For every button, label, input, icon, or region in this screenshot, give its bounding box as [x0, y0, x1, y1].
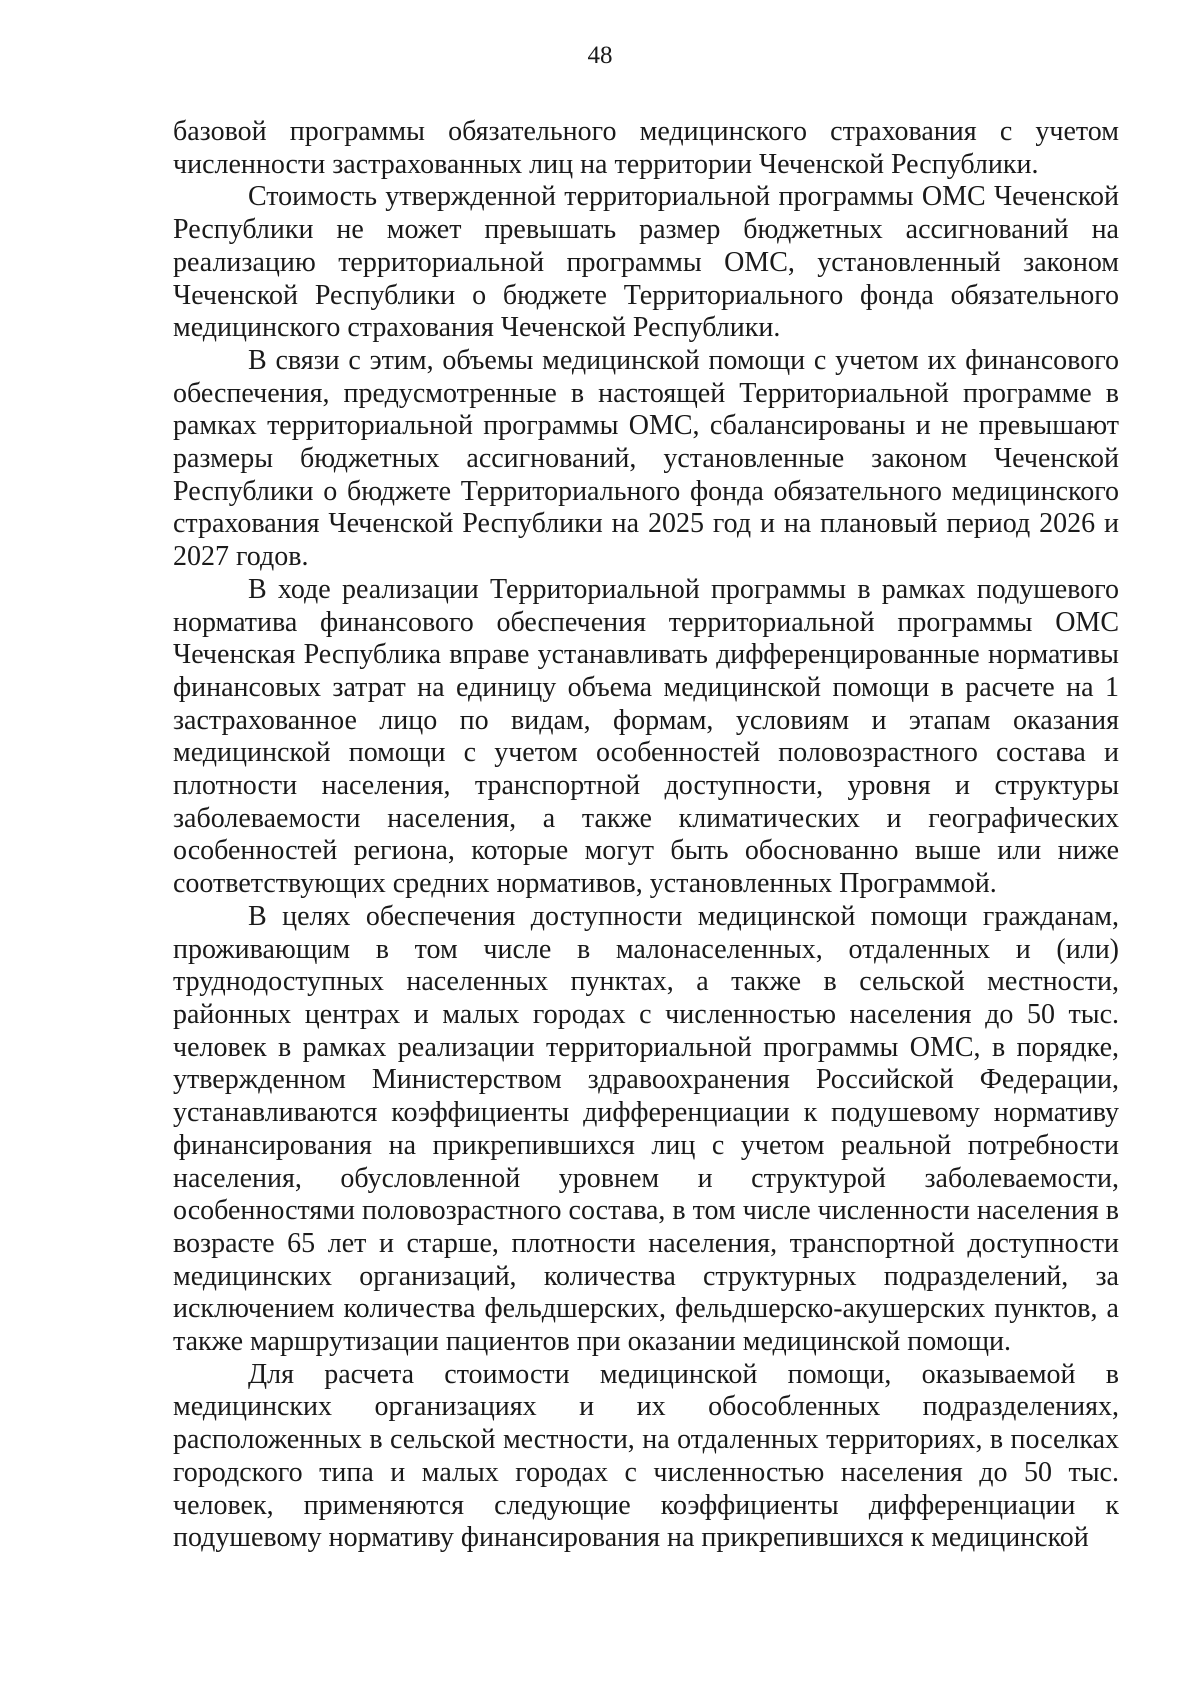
paragraph-program-cost: Стоимость утвержденной территориальной программы ОМС Чеченской Республики не может превышать размер бюджетных ассигнований на реализацию территориальной программы ОМС, установленный законом Чеченской Республики о бюджете Территориального фонда обязательного медицинского страхования Чеченской Республики. — [173, 181, 1119, 344]
paragraph-cost-calculation: Для расчета стоимости медицинской помощи, оказываемой в медицинских организациях и их обособленных подразделениях, расположенных в сельской местности, на отдаленных территориях, в поселках городского типа и малых городах с численностью населения до 50 тыс. человек, применяются следующие коэффициенты дифференциации к подушевому нормативу финансирования на прикрепившихся к медицинской — [173, 1358, 1119, 1554]
paragraph-continuation: базовой программы обязательного медицинского страхования с учетом численности застрахованных лиц на территории Чеченской Республики. — [173, 116, 1119, 180]
paragraph-differentiated-norms: В ходе реализации Территориальной программы в рамках подушевого норматива финансового обеспечения территориальной программы ОМС Чеченская Республика вправе устанавливать дифференцированные нормативы финансовых затрат на единицу объема медицинской помощи в расчете на 1 застрахованное лицо по видам, формам, условиям и этапам оказания медицинской помощи с учетом особенностей половозрастного состава и плотности населения, транспортной доступности, уровня и структуры заболеваемости населения, а также климатических и географических особенностей региона, которые могут быть обоснованно выше или ниже соответствующих средних нормативов, установленных Программой. — [173, 573, 1119, 900]
paragraph-volumes-balanced: В связи с этим, объемы медицинской помощи с учетом их финансового обеспечения, предусмотренные в настоящей Территориальной программе в рамках территориальной программы ОМС, сбалансированы и не превышают размеры бюджетных ассигнований, установленные законом Чеченской Республики о бюджете Территориального фонда обязательного медицинского страхования Чеченской Республики на 2025 год и на плановый период 2026 и 2027 годов. — [173, 344, 1119, 573]
paragraph-accessibility-coefficients: В целях обеспечения доступности медицинской помощи гражданам, проживающим в том числе в малонаселенных, отдаленных и (или) труднодоступных населенных пунктах, а также в сельской местности, районных центрах и малых городах с численностью населения до 50 тыс. человек в рамках реализации территориальной программы ОМС, в порядке, утвержденном Министерством здравоохранения Российской Федерации, устанавливаются коэффициенты дифференциации к подушевому нормативу финансирования на прикрепившихся лиц с учетом реальной потребности населения, обусловленной уровнем и структурой заболеваемости, особенностями половозрастного состава, в том числе численности населения в возрасте 65 лет и старше, плотности населения, транспортной доступности медицинских организаций, количества структурных подразделений, за исключением количества фельдшерских, фельдшерско-акушерских пунктов, а также маршрутизации пациентов при оказании медицинской помощи. — [173, 900, 1119, 1358]
page-number: 48 — [587, 42, 613, 69]
document-body — [173, 116, 1119, 1555]
